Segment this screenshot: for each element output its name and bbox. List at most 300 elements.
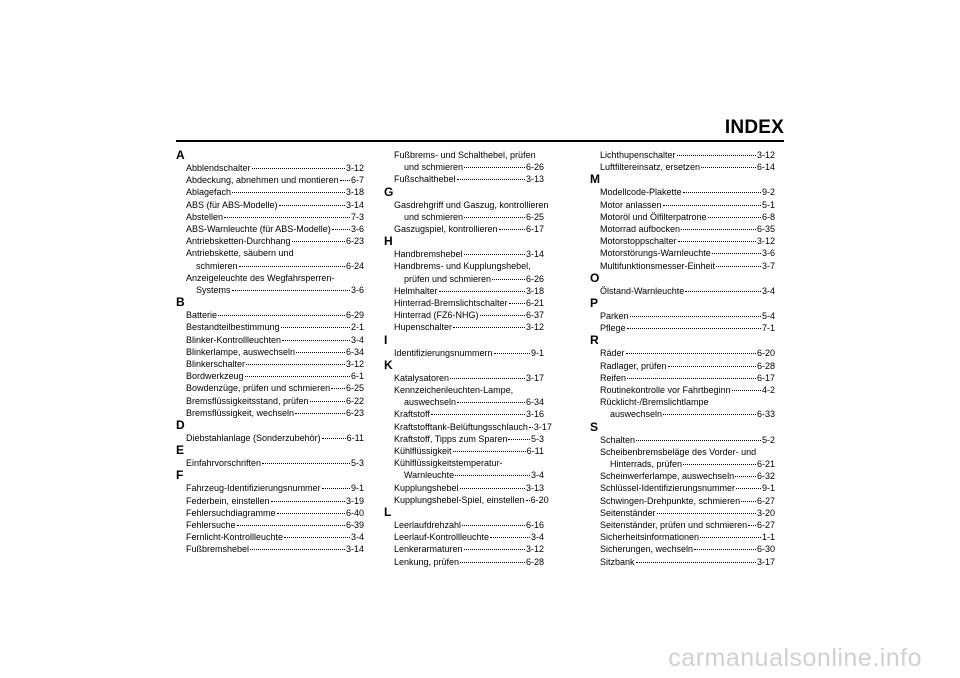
entry-page: 7-1 <box>761 323 775 334</box>
entry-page: 6-21 <box>756 459 775 470</box>
entry-page: 6-28 <box>756 360 775 371</box>
entry-text: Fußschalthebel <box>394 174 456 185</box>
entry-text: Leerlauf-Kontrollleuchte <box>394 532 490 543</box>
entry-text: Schalten <box>600 434 636 445</box>
entry-text: Antriebskette, säubern und <box>186 248 294 259</box>
entry-page: 6-17 <box>525 224 544 235</box>
dot-leader <box>683 464 756 465</box>
entry-text: Hinterrad-Bremslichtschalter <box>394 298 508 309</box>
entry-text: Handbrems- und Kupplungshebel, <box>394 261 531 272</box>
entry-page: 6-25 <box>345 383 364 394</box>
index-entry <box>384 384 544 408</box>
index-entry <box>590 247 775 259</box>
entry-page: 6-20 <box>756 348 775 359</box>
entry-text: Routinekontrolle vor Fahrtbeginn <box>600 385 731 396</box>
entry-text: Motor anlassen <box>600 199 662 210</box>
dot-leader <box>277 513 345 514</box>
index-entry <box>176 457 364 469</box>
index-letter: K <box>384 357 393 372</box>
entry-page: 3-4 <box>530 470 544 481</box>
index-entry <box>590 556 775 568</box>
index-entry <box>590 495 775 507</box>
entry-text: Kraftstoff <box>394 409 430 420</box>
index-entry <box>590 285 775 297</box>
index-entry <box>384 285 544 297</box>
index-entry <box>384 309 544 321</box>
entry-text: Kühlflüssigkeitstemperatur- <box>394 458 503 469</box>
entry-text: Gaszugspiel, kontrollieren <box>394 224 498 235</box>
entry-page: 3-19 <box>345 495 364 506</box>
entry-text: Lenkerarmaturen <box>394 544 463 555</box>
dot-leader <box>284 537 350 538</box>
dot-leader <box>464 167 525 168</box>
dot-leader <box>492 279 525 280</box>
entry-page: 3-4 <box>530 532 544 543</box>
entry-text: Diebstahlanlage (Sonderzubehör) <box>186 433 321 444</box>
dot-leader <box>668 366 756 367</box>
dot-leader <box>279 205 345 206</box>
entry-text: Federbein, einstellen <box>186 495 270 506</box>
dot-leader <box>681 229 756 230</box>
entry-text: Kupplungshebel-Spiel, einstellen <box>394 494 525 505</box>
entry-text: Katalysatoren <box>394 372 450 383</box>
entry-text: Bremsflüssigkeitsstand, prüfen <box>186 395 309 406</box>
entry-page: 3-18 <box>345 187 364 198</box>
dot-leader <box>630 316 761 317</box>
entry-page: 3-14 <box>345 544 364 555</box>
entry-text: Reifen <box>600 372 627 383</box>
entry-text: Kennzeichenleuchten-Lampe, <box>394 385 514 396</box>
entry-page: 6-7 <box>350 175 364 186</box>
dot-leader <box>636 440 761 441</box>
entry-page: 1-1 <box>761 532 775 543</box>
entry-text: Fußbrems- und Schalthebel, prüfen <box>394 150 536 160</box>
dot-leader <box>431 414 525 415</box>
entry-text: Lenkung, prüfen <box>394 556 460 567</box>
entry-text: Motorstoppschalter <box>600 236 677 247</box>
index-letter: O <box>590 270 600 285</box>
entry-page: 6-1 <box>350 371 364 382</box>
entry-page: 6-40 <box>345 507 364 518</box>
entry-page: 6-32 <box>756 471 775 482</box>
entry-page: 6-8 <box>761 211 775 222</box>
entry-page: 6-26 <box>525 273 544 284</box>
index-entry <box>176 358 364 370</box>
index-entry <box>590 310 775 322</box>
entry-text: Einfahrvorschriften <box>186 458 262 469</box>
dot-leader <box>636 562 756 563</box>
index-entry <box>590 372 775 384</box>
index-entry <box>384 482 544 494</box>
entry-text: Sicherungen, wechseln <box>600 544 694 555</box>
entry-text: Fahrzeug-Identifizierungsnummer <box>186 483 321 494</box>
dot-leader <box>439 291 525 292</box>
title-rule <box>176 140 784 142</box>
dot-leader <box>460 488 525 489</box>
entry-text: Parken <box>600 311 629 322</box>
entry-page: 3-13 <box>525 174 544 185</box>
dot-leader <box>626 353 756 354</box>
entry-text: Kupplungshebel <box>394 482 459 493</box>
dot-leader <box>735 476 756 477</box>
dot-leader <box>453 451 526 452</box>
entry-page: 3-17 <box>525 372 544 383</box>
entry-page: 2-1 <box>350 322 364 333</box>
entry-page: 5-3 <box>350 458 364 469</box>
entry-page: 3-18 <box>525 285 544 296</box>
entry-text: Hupenschalter <box>394 322 453 333</box>
entry-page: 3-12 <box>525 544 544 555</box>
dot-leader <box>322 438 346 439</box>
dot-leader <box>262 463 350 464</box>
entry-continuation: auswechseln <box>404 397 457 408</box>
index-entry <box>590 396 775 420</box>
entry-text: Bremsflüssigkeit, wechseln <box>186 407 295 418</box>
entry-page: 6-30 <box>756 544 775 555</box>
dot-leader <box>748 525 756 526</box>
entry-text: Blinkerlampe, auswechseln <box>186 346 296 357</box>
entry-text: Batterie <box>186 310 218 321</box>
index-entry <box>384 433 544 445</box>
page-title: INDEX <box>724 117 784 138</box>
entry-text: Multifunktionsmesser-Einheit <box>600 260 716 271</box>
index-entry <box>176 211 364 223</box>
entry-page: 6-23 <box>345 407 364 418</box>
index-entry <box>384 321 544 333</box>
dot-leader <box>239 266 345 267</box>
index-entry <box>176 223 364 235</box>
entry-page: 9-1 <box>350 483 364 494</box>
dot-leader <box>663 205 761 206</box>
entry-page: 3-12 <box>525 322 544 333</box>
entry-text: Pflege <box>600 323 626 334</box>
index-entry <box>176 495 364 507</box>
index-entry <box>176 382 364 394</box>
entry-text: Abblendschalter <box>186 163 251 173</box>
entry-page: 9-1 <box>530 347 544 358</box>
entry-page: 4-2 <box>761 385 775 396</box>
entry-text: Abdeckung, abnehmen und montieren <box>186 175 339 186</box>
entry-text: Ablagefach <box>186 187 232 198</box>
dot-leader <box>237 525 345 526</box>
index-entry <box>176 199 364 211</box>
entry-continuation: Hinterrads, prüfen <box>610 459 683 470</box>
entry-page: 6-35 <box>756 224 775 235</box>
index-entry <box>176 432 364 444</box>
dot-leader <box>450 378 525 379</box>
index-letter: F <box>176 468 184 483</box>
entry-text: Antriebsketten-Durchhang <box>186 236 291 247</box>
index-entry <box>384 408 544 420</box>
entry-text: Seitenständer <box>600 507 656 518</box>
entry-page: 5-2 <box>761 434 775 445</box>
index-entry <box>590 186 775 198</box>
dot-leader <box>252 168 345 169</box>
entry-page: 6-26 <box>525 162 544 173</box>
dot-leader <box>232 290 350 291</box>
index-entry <box>590 161 775 173</box>
entry-text: Rücklicht-/Bremslichtlampe <box>600 397 709 408</box>
index-entry <box>176 272 364 296</box>
entry-text: Motoröl und Ölfilterpatrone <box>600 211 707 222</box>
entry-page: 3-17 <box>533 421 552 432</box>
entry-text: Hinterrad (FZ6-NHG) <box>394 310 479 321</box>
dot-leader <box>700 537 761 538</box>
entry-text: Sitzbank <box>600 556 635 567</box>
index-entry <box>590 470 775 482</box>
entry-page: 3-14 <box>525 249 544 260</box>
entry-text: Abstellen <box>186 211 224 222</box>
entry-text: Schlüssel-Identifizierungsnummer <box>600 483 736 494</box>
entry-page: 6-23 <box>345 236 364 247</box>
entry-page: 6-20 <box>530 494 549 505</box>
entry-continuation: und schmieren <box>404 211 464 222</box>
index-entry <box>590 347 775 359</box>
dot-leader <box>453 327 525 328</box>
index-entry <box>176 507 364 519</box>
entry-text: Scheinwerferlampe, auswechseln <box>600 471 735 482</box>
entry-page: 3-4 <box>350 532 364 543</box>
index-letter: A <box>176 148 185 162</box>
entry-page: 3-20 <box>756 507 775 518</box>
dot-leader <box>292 241 345 242</box>
entry-page: 3-12 <box>345 163 364 173</box>
index-entry <box>176 395 364 407</box>
dot-leader <box>677 155 756 156</box>
entry-page: 3-4 <box>761 285 775 296</box>
entry-page: 6-27 <box>756 520 775 531</box>
index-entry <box>590 519 775 531</box>
entry-continuation: prüfen und schmieren <box>404 273 492 284</box>
index-letter: L <box>384 505 392 520</box>
entry-page: 6-27 <box>756 495 775 506</box>
watermark: carmanualsonline.info <box>668 644 922 672</box>
dot-leader <box>732 390 761 391</box>
dot-leader <box>529 427 533 428</box>
index-letter: S <box>590 419 599 434</box>
index-entry <box>384 372 544 384</box>
index-letter: B <box>176 295 185 310</box>
index-column-3 <box>590 149 775 568</box>
entry-page: 6-16 <box>525 520 544 531</box>
entry-page: 5-1 <box>761 199 775 210</box>
dot-leader <box>224 217 350 218</box>
index-entry <box>176 346 364 358</box>
dot-leader <box>683 192 761 193</box>
index-entry <box>384 519 544 531</box>
index-column-2 <box>384 149 552 568</box>
index-entry <box>590 482 775 494</box>
dot-leader <box>250 549 345 550</box>
entry-page: 3-17 <box>756 556 775 567</box>
entry-text: Modellcode-Plakette <box>600 187 682 198</box>
dot-leader <box>282 340 350 341</box>
index-letter: G <box>384 184 394 199</box>
entry-page: 3-12 <box>345 359 364 370</box>
entry-page: 6-39 <box>345 520 364 531</box>
entry-text: Blinker-Kontrollleuchten <box>186 334 282 345</box>
index-letter: E <box>176 443 185 458</box>
index-letter: H <box>384 234 393 249</box>
dot-leader <box>457 402 525 403</box>
index-entry <box>590 384 775 396</box>
index-entry <box>384 556 544 568</box>
entry-text: Blinkerschalter <box>186 359 246 370</box>
entry-text: Fehlersuche <box>186 520 236 531</box>
dot-leader <box>509 303 525 304</box>
entry-text: Räder <box>600 348 625 359</box>
entry-page: 3-16 <box>525 409 544 420</box>
entry-page: 6-29 <box>345 310 364 321</box>
index-entry <box>176 247 364 271</box>
index-entry <box>384 457 544 481</box>
dot-leader <box>712 253 761 254</box>
index-entry <box>590 322 775 334</box>
entry-text: Lichthupenschalter <box>600 150 676 160</box>
dot-leader <box>246 364 345 365</box>
entry-text: Leerlaufdrehzahl <box>394 520 462 531</box>
entry-page: 6-37 <box>525 310 544 321</box>
dot-leader <box>627 378 756 379</box>
index-entry <box>176 186 364 198</box>
entry-page: 6-33 <box>756 409 775 420</box>
entry-continuation: und schmieren <box>404 162 464 173</box>
entry-text: Gasdrehgriff und Gaszug, kontrollieren <box>394 199 549 210</box>
index-entry <box>384 199 549 223</box>
entry-text: Scheibenbremsbeläge des Vorder- und <box>600 446 757 457</box>
dot-leader <box>340 180 350 181</box>
entry-page: 3-14 <box>345 199 364 210</box>
entry-text: Kühlflüssigkeit <box>394 446 452 457</box>
index-entry <box>384 173 544 185</box>
entry-page: 6-11 <box>526 446 544 457</box>
entry-text: Bordwerkzeug <box>186 371 244 382</box>
entry-text: Kraftstofftank-Belüftungsschlauch <box>394 421 528 432</box>
entry-text: Handbremshebel <box>394 249 463 260</box>
entry-page: 6-34 <box>525 397 544 408</box>
index-letter: I <box>384 332 388 347</box>
index-entry <box>176 334 364 346</box>
index-entry <box>384 494 549 506</box>
index-entry <box>590 211 775 223</box>
entry-page: 6-34 <box>345 346 364 357</box>
index-letter: M <box>590 172 600 187</box>
entry-page: 6-22 <box>345 395 364 406</box>
entry-page: 6-28 <box>525 556 544 567</box>
dot-leader <box>663 414 756 415</box>
entry-page: 3-6 <box>350 285 364 296</box>
index-entry <box>590 260 775 272</box>
index-entry <box>384 223 544 235</box>
entry-page: 3-6 <box>761 248 775 259</box>
index-letter: R <box>590 333 599 348</box>
index-entry <box>384 445 544 457</box>
entry-text: Identifizierungsnummern <box>394 347 493 358</box>
entry-continuation: Systems <box>196 285 231 296</box>
entry-page: 3-12 <box>756 236 775 247</box>
index-letter: P <box>590 296 599 311</box>
dot-leader <box>464 254 525 255</box>
dot-leader <box>271 501 345 502</box>
entry-page: 3-12 <box>756 150 775 160</box>
dot-leader <box>281 327 350 328</box>
entry-continuation: Warnleuchte <box>404 470 455 481</box>
index-entry <box>590 543 775 555</box>
entry-text: Bowdenzüge, prüfen und schmieren <box>186 383 331 394</box>
index-entry <box>384 543 544 555</box>
entry-text: Fernlicht-Kontrollleuchte <box>186 532 284 543</box>
entry-text: Helmhalter <box>394 285 438 296</box>
entry-text: Radlager, prüfen <box>600 360 667 371</box>
entry-text: Motorstörungs-Warnleuchte <box>600 248 711 259</box>
index-entry <box>176 235 364 247</box>
entry-page: 9-1 <box>761 483 775 494</box>
index-entry <box>176 321 364 333</box>
dot-leader <box>322 488 350 489</box>
entry-text: Luftfiltereinsatz, ersetzen <box>600 162 701 173</box>
index-entry <box>590 149 775 161</box>
entry-text: Sicherheitsinformationen <box>600 532 700 543</box>
dot-leader <box>232 192 345 193</box>
dot-leader <box>494 353 530 354</box>
dot-leader <box>716 266 761 267</box>
entry-text: Motorrad aufbocken <box>600 224 681 235</box>
entry-page: 3-13 <box>525 482 544 493</box>
dot-leader <box>332 229 350 230</box>
dot-leader <box>296 352 345 353</box>
dot-leader <box>694 549 756 550</box>
dot-leader <box>218 315 345 316</box>
index-entry <box>176 543 364 555</box>
entry-continuation: schmieren <box>196 260 238 271</box>
dot-leader <box>701 167 756 168</box>
dot-leader <box>526 500 530 501</box>
index-entry <box>384 260 544 284</box>
index-letter: D <box>176 418 185 433</box>
index-entry <box>590 360 775 372</box>
entry-page: 6-25 <box>525 211 544 222</box>
dot-leader <box>295 413 345 414</box>
dot-leader <box>657 513 756 514</box>
index-entry <box>590 507 775 519</box>
index-entry <box>590 199 775 211</box>
dot-leader <box>627 328 761 329</box>
dot-leader <box>736 488 761 489</box>
index-entry <box>384 531 544 543</box>
dot-leader <box>331 388 345 389</box>
entry-text: Ölstand-Warnleuchte <box>600 285 685 296</box>
entry-page: 5-4 <box>761 311 775 322</box>
entry-continuation: auswechseln <box>610 409 663 420</box>
dot-leader <box>245 376 350 377</box>
dot-leader <box>464 217 525 218</box>
entry-page: 6-11 <box>346 433 364 444</box>
index-entry <box>590 223 775 235</box>
index-column-1 <box>176 149 364 556</box>
dot-leader <box>460 562 525 563</box>
index-entry <box>590 434 775 446</box>
dot-leader <box>741 501 756 502</box>
dot-leader <box>464 549 525 550</box>
dot-leader <box>310 401 345 402</box>
entry-text: ABS-Warnleuchte (für ABS-Modelle) <box>186 224 331 235</box>
dot-leader <box>490 537 530 538</box>
index-entry <box>384 347 544 359</box>
index-entry <box>176 174 364 186</box>
dot-leader <box>462 525 525 526</box>
index-entry <box>590 235 775 247</box>
index-entry <box>384 297 544 309</box>
